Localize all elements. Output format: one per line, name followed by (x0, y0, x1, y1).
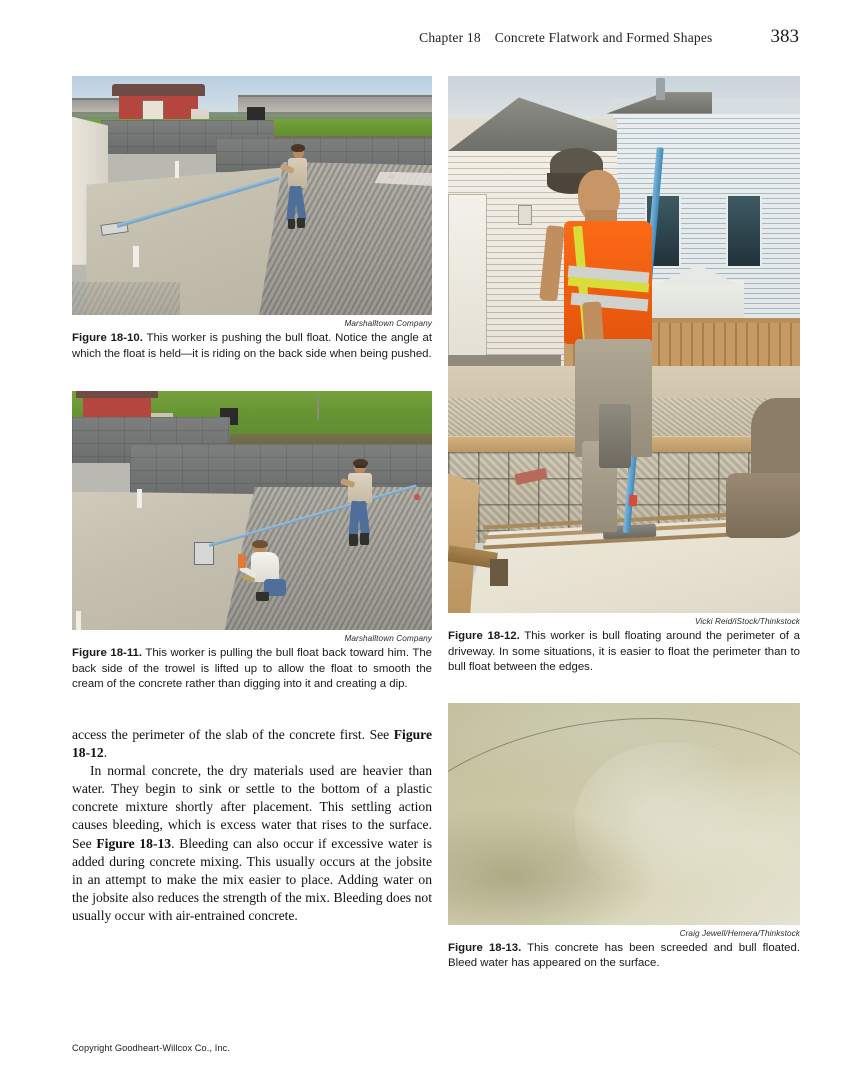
running-head-title: Concrete Flatwork and Formed Shapes (494, 30, 713, 45)
slab-pour-scene-2 (72, 391, 432, 630)
concrete-texture (448, 703, 800, 925)
figure-18-10-text: This worker is pushing the bull float. Notice the angle at which the float is held—it is riding on the back side when being pushed. (72, 332, 432, 360)
figure-18-13-text: This concrete has been screeded and bull floated. Bleed water has appeared on the surface. (448, 941, 800, 970)
figure-18-13-caption (448, 941, 800, 972)
figure-18-12 (448, 76, 800, 676)
figure-18-10-photo (72, 76, 432, 315)
figure-18-11-photo (72, 391, 432, 630)
figure-18-11-caption (72, 646, 432, 693)
figure-18-11 (72, 391, 432, 693)
copyright-notice: Copyright Goodheart-Willcox Co., Inc. (72, 1043, 230, 1053)
worker-standing (338, 460, 385, 553)
driveway-float-scene (448, 76, 800, 613)
body-run-2a: In normal concrete, the dry materials used are heavier than water. They begin to sink or settle to the bottom of a plastic concrete mixture shortly after placement. This settling action causes bleeding, which is excess water that rises to the surface. See (72, 763, 432, 851)
worker-kneeling (234, 542, 299, 614)
worker-figure (277, 145, 320, 233)
figure-18-12-photo (448, 76, 800, 613)
body-paragraph-1 (72, 726, 432, 762)
figure-18-13 (448, 703, 800, 972)
figure-18-12-text: This worker is bull floating around the perimeter of a driveway. In some situations, it is easier to float the perimeter than to bull float between the edges. (448, 630, 800, 674)
body-copy (72, 726, 432, 925)
left-column (72, 76, 432, 925)
bleed-water-closeup (448, 703, 800, 925)
figure-18-13-label: Figure 18-13. (448, 941, 522, 954)
body-paragraph-2 (72, 762, 432, 925)
running-head (72, 26, 799, 50)
body-run-1b: Figure 18-12 (72, 726, 432, 761)
running-head-chapter: Chapter 18 (419, 30, 481, 45)
right-column (448, 76, 800, 972)
slab-pour-scene-1 (72, 76, 432, 315)
figure-18-11-credit: Marshalltown Company (344, 634, 432, 644)
figure-18-10-credit: Marshalltown Company (344, 319, 432, 328)
figure-18-10 (72, 76, 432, 362)
figure-18-12-label: Figure 18-12. (448, 630, 520, 642)
figure-18-10-label: Figure 18-10. (72, 332, 143, 344)
body-run-1a: access the perimeter of the slab of the concrete first. See (72, 726, 394, 742)
page-number: 383 (770, 26, 799, 47)
figure-18-13-credit: Craig Jewell/Hemera/Thinkstock (679, 928, 800, 938)
figure-18-12-caption (448, 629, 800, 676)
body-run-2c: . Bleeding can also occur if excessive water is added during concrete mixing. This usually occurs at the jobsite in an attempt to make the mix easier to place. Adding water on the jobsite also reduces the strength of the mix. Bleeding does not usually occur with air-entrained concrete. (72, 835, 432, 923)
figure-18-11-text: This worker is pulling the bull float back toward him. The back side of the trowel is lifted up to allow the float to smooth the cream of the concrete rather than digging into it and creating a dip. (72, 647, 433, 691)
body-run-1c: . (103, 745, 108, 761)
figure-18-10-caption (72, 331, 432, 362)
body-run-2b: Figure 18-13 (96, 835, 172, 851)
figure-18-11-label: Figure 18-11. (72, 647, 143, 660)
figure-18-12-credit: Vicki Reid/iStock/Thinkstock (694, 617, 800, 626)
figure-18-13-photo (448, 703, 800, 925)
